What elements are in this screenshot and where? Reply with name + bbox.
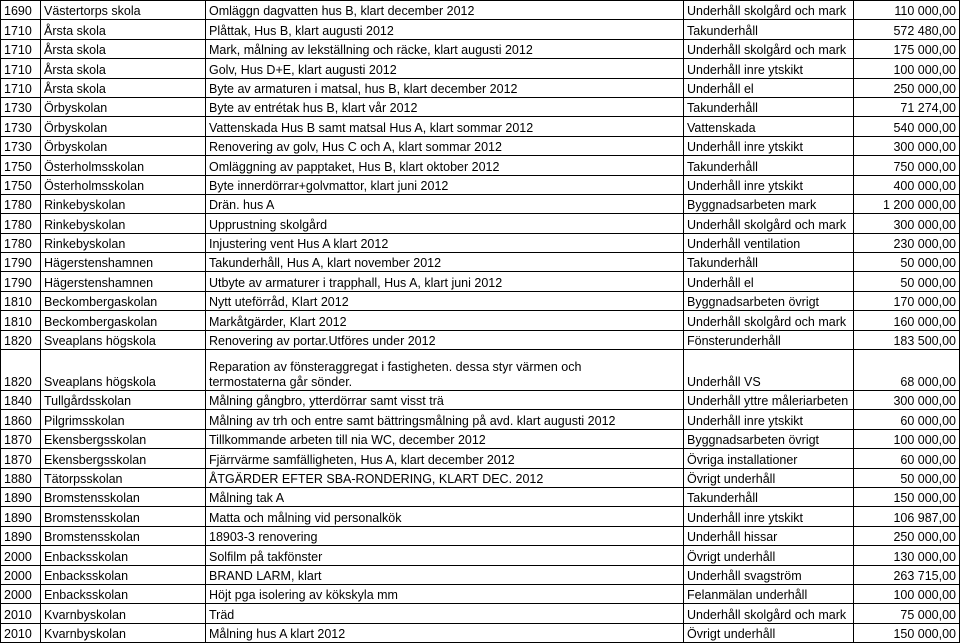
cell-category[interactable]: Underhåll inre ytskikt xyxy=(684,507,854,526)
cell-description[interactable]: Mark, målning av lekställning och räcke, klart augusti 2012 xyxy=(206,39,684,58)
cell-school[interactable]: Årsta skola xyxy=(41,78,206,97)
cell-category[interactable]: Byggnadsarbeten övrigt xyxy=(684,291,854,310)
cell-amount[interactable]: 230 000,00 xyxy=(854,233,960,252)
cell-category[interactable]: Underhåll skolgård och mark xyxy=(684,1,854,20)
cell-code[interactable]: 2000 xyxy=(1,565,41,584)
table-row xyxy=(1,136,960,155)
table-row xyxy=(1,272,960,291)
cell-amount[interactable]: 50 000,00 xyxy=(854,253,960,272)
table-body xyxy=(1,1,960,643)
cell-code[interactable]: 1780 xyxy=(1,194,41,213)
cell-code[interactable]: 2000 xyxy=(1,584,41,603)
table-row xyxy=(1,604,960,623)
cell-category[interactable]: Övriga installationer xyxy=(684,449,854,468)
cell-school[interactable]: Sveaplans högskola xyxy=(41,330,206,349)
cell-description[interactable] xyxy=(206,350,684,391)
cell-description[interactable]: Målning gångbro, ytterdörrar samt visst trä xyxy=(206,391,684,410)
cell-school[interactable]: Bromstensskolan xyxy=(41,487,206,506)
cell-code[interactable]: 2000 xyxy=(1,546,41,565)
table-row xyxy=(1,449,960,468)
cell-code[interactable]: 1860 xyxy=(1,410,41,429)
table-row xyxy=(1,233,960,252)
cell-school[interactable]: Rinkebyskolan xyxy=(41,194,206,213)
cell-description[interactable]: Målning tak A xyxy=(206,487,684,506)
cell-code[interactable]: 1820 xyxy=(1,350,41,391)
table-row xyxy=(1,97,960,116)
table-row xyxy=(1,291,960,310)
cell-category[interactable]: Underhåll yttre måleriarbeten xyxy=(684,391,854,410)
table-row xyxy=(1,156,960,175)
cell-category[interactable]: Takunderhåll xyxy=(684,253,854,272)
table-row xyxy=(1,429,960,448)
cell-amount[interactable]: 170 000,00 xyxy=(854,291,960,310)
cell-description[interactable]: Omläggn dagvatten hus B, klart december 2012 xyxy=(206,1,684,20)
cell-code[interactable]: 1690 xyxy=(1,1,41,20)
cell-category[interactable]: Underhåll ventilation xyxy=(684,233,854,252)
cell-category[interactable]: Takunderhåll xyxy=(684,20,854,39)
cell-school[interactable]: Örbyskolan xyxy=(41,97,206,116)
cell-description[interactable]: ÅTGÄRDER EFTER SBA-RONDERING, KLART DEC. 2012 xyxy=(206,468,684,487)
cell-amount[interactable]: 68 000,00 xyxy=(854,350,960,391)
cell-school[interactable]: Enbacksskolan xyxy=(41,565,206,584)
table-row xyxy=(1,487,960,506)
cell-description[interactable]: Renovering av golv, Hus C och A, klart sommar 2012 xyxy=(206,136,684,155)
cell-code[interactable]: 1780 xyxy=(1,214,41,233)
cell-code[interactable]: 1810 xyxy=(1,311,41,330)
cell-school[interactable]: Årsta skola xyxy=(41,20,206,39)
cell-code[interactable]: 1710 xyxy=(1,39,41,58)
table-row xyxy=(1,39,960,58)
cell-code[interactable]: 1870 xyxy=(1,449,41,468)
cell-category[interactable]: Byggnadsarbeten mark xyxy=(684,194,854,213)
cell-code[interactable]: 1840 xyxy=(1,391,41,410)
cell-category[interactable]: Övrigt underhåll xyxy=(684,546,854,565)
cell-amount[interactable]: 100 000,00 xyxy=(854,59,960,78)
table-row xyxy=(1,546,960,565)
table-row xyxy=(1,194,960,213)
cell-amount[interactable]: 100 000,00 xyxy=(854,429,960,448)
cell-code[interactable]: 1750 xyxy=(1,156,41,175)
table-row xyxy=(1,565,960,584)
cell-category[interactable]: Underhåll skolgård och mark xyxy=(684,604,854,623)
cell-description[interactable]: Upprustning skolgård xyxy=(206,214,684,233)
cell-code[interactable]: 1870 xyxy=(1,429,41,448)
cell-code[interactable]: 1710 xyxy=(1,59,41,78)
cell-description[interactable]: Träd xyxy=(206,604,684,623)
cell-description[interactable]: Injustering vent Hus A klart 2012 xyxy=(206,233,684,252)
cell-description[interactable]: Utbyte av armaturer i trapphall, Hus A, klart juni 2012 xyxy=(206,272,684,291)
cell-amount[interactable]: 150 000,00 xyxy=(854,487,960,506)
cell-school[interactable]: Tullgårdsskolan xyxy=(41,391,206,410)
table-row xyxy=(1,584,960,603)
cell-amount[interactable]: 71 274,00 xyxy=(854,97,960,116)
cell-category[interactable]: Felanmälan underhåll xyxy=(684,584,854,603)
cell-amount[interactable]: 400 000,00 xyxy=(854,175,960,194)
cell-amount[interactable]: 130 000,00 xyxy=(854,546,960,565)
cell-description[interactable]: Drän. hus A xyxy=(206,194,684,213)
cell-code[interactable]: 1750 xyxy=(1,175,41,194)
cell-code[interactable]: 1730 xyxy=(1,117,41,136)
cell-description[interactable]: Golv, Hus D+E, klart augusti 2012 xyxy=(206,59,684,78)
cell-description[interactable]: Nytt uteförråd, Klart 2012 xyxy=(206,291,684,310)
table-row xyxy=(1,507,960,526)
cell-amount[interactable]: 300 000,00 xyxy=(854,391,960,410)
cell-code[interactable]: 1810 xyxy=(1,291,41,310)
cell-school[interactable]: Rinkebyskolan xyxy=(41,214,206,233)
table-row xyxy=(1,20,960,39)
cell-description[interactable]: Höjt pga isolering av kökskyla mm xyxy=(206,584,684,603)
cell-school[interactable]: Enbacksskolan xyxy=(41,546,206,565)
cell-amount[interactable]: 540 000,00 xyxy=(854,117,960,136)
cell-code[interactable]: 1730 xyxy=(1,97,41,116)
table-row xyxy=(1,468,960,487)
description-line: Reparation av fönsteraggregat i fastigheten. dessa styr värmen och xyxy=(209,360,582,375)
cell-code[interactable]: 1820 xyxy=(1,330,41,349)
table-row xyxy=(1,117,960,136)
cell-description[interactable]: Byte av entrétak hus B, klart vår 2012 xyxy=(206,97,684,116)
cell-amount[interactable]: 75 000,00 xyxy=(854,604,960,623)
cell-amount[interactable]: 150 000,00 xyxy=(854,623,960,642)
cell-amount[interactable]: 572 480,00 xyxy=(854,20,960,39)
cell-amount[interactable]: 175 000,00 xyxy=(854,39,960,58)
cell-category[interactable]: Underhåll inre ytskikt xyxy=(684,175,854,194)
cell-amount[interactable]: 160 000,00 xyxy=(854,311,960,330)
cell-code[interactable]: 2010 xyxy=(1,604,41,623)
cell-school[interactable]: Årsta skola xyxy=(41,59,206,78)
cell-description[interactable]: Matta och målning vid personalkök xyxy=(206,507,684,526)
cell-school[interactable]: Rinkebyskolan xyxy=(41,233,206,252)
cell-code[interactable]: 1790 xyxy=(1,272,41,291)
table-row xyxy=(1,214,960,233)
cell-school[interactable]: Kvarnbyskolan xyxy=(41,623,206,642)
cell-school[interactable]: Örbyskolan xyxy=(41,136,206,155)
cell-category[interactable]: Takunderhåll xyxy=(684,97,854,116)
cell-description[interactable]: Målning hus A klart 2012 xyxy=(206,623,684,642)
cell-category[interactable]: Underhåll svagström xyxy=(684,565,854,584)
cell-category[interactable]: Fönsterunderhåll xyxy=(684,330,854,349)
cell-description[interactable]: Takunderhåll, Hus A, klart november 2012 xyxy=(206,253,684,272)
cell-category[interactable]: Underhåll skolgård och mark xyxy=(684,39,854,58)
cell-category[interactable]: Takunderhåll xyxy=(684,156,854,175)
cell-category[interactable]: Underhåll el xyxy=(684,78,854,97)
cell-description[interactable]: 18903-3 renovering xyxy=(206,526,684,545)
cell-amount[interactable]: 60 000,00 xyxy=(854,449,960,468)
cell-description[interactable]: Vattenskada Hus B samt matsal Hus A, klart sommar 2012 xyxy=(206,117,684,136)
cell-amount[interactable]: 300 000,00 xyxy=(854,136,960,155)
cell-amount[interactable]: 106 987,00 xyxy=(854,507,960,526)
cell-school[interactable]: Årsta skola xyxy=(41,39,206,58)
cell-description[interactable]: Omläggning av papptaket, Hus B, klart oktober 2012 xyxy=(206,156,684,175)
cell-amount[interactable]: 60 000,00 xyxy=(854,410,960,429)
cell-amount[interactable]: 50 000,00 xyxy=(854,468,960,487)
cell-code[interactable]: 1790 xyxy=(1,253,41,272)
cell-amount[interactable]: 183 500,00 xyxy=(854,330,960,349)
table-row xyxy=(1,1,960,20)
cell-category[interactable]: Byggnadsarbeten övrigt xyxy=(684,429,854,448)
cell-description[interactable]: Plåttak, Hus B, klart augusti 2012 xyxy=(206,20,684,39)
cell-school[interactable]: Pilgrimsskolan xyxy=(41,410,206,429)
cell-category[interactable]: Underhåll inre ytskikt xyxy=(684,59,854,78)
cell-category[interactable]: Underhåll inre ytskikt xyxy=(684,136,854,155)
cell-description[interactable]: Byte av armaturen i matsal, hus B, klart december 2012 xyxy=(206,78,684,97)
cell-amount[interactable]: 50 000,00 xyxy=(854,272,960,291)
cell-category[interactable]: Underhåll hissar xyxy=(684,526,854,545)
cell-category[interactable]: Underhåll skolgård och mark xyxy=(684,311,854,330)
cell-school[interactable]: Beckombergaskolan xyxy=(41,311,206,330)
cell-amount[interactable]: 1 200 000,00 xyxy=(854,194,960,213)
cell-description[interactable]: BRAND LARM, klart xyxy=(206,565,684,584)
cell-school[interactable]: Bromstensskolan xyxy=(41,507,206,526)
cell-amount[interactable]: 250 000,00 xyxy=(854,78,960,97)
cell-category[interactable]: Takunderhåll xyxy=(684,487,854,506)
table-row xyxy=(1,175,960,194)
cell-description[interactable]: Tillkommande arbeten till nia WC, december 2012 xyxy=(206,429,684,448)
cell-amount[interactable]: 300 000,00 xyxy=(854,214,960,233)
cell-code[interactable]: 1890 xyxy=(1,487,41,506)
cell-category[interactable]: Underhåll inre ytskikt xyxy=(684,410,854,429)
cell-code[interactable]: 2010 xyxy=(1,623,41,642)
table-row xyxy=(1,78,960,97)
cell-school[interactable]: Österholmsskolan xyxy=(41,156,206,175)
cell-code[interactable]: 1890 xyxy=(1,526,41,545)
table-row xyxy=(1,410,960,429)
cell-description[interactable]: Byte innerdörrar+golvmattor, klart juni 2012 xyxy=(206,175,684,194)
cell-category[interactable]: Övrigt underhåll xyxy=(684,468,854,487)
cell-category[interactable]: Underhåll el xyxy=(684,272,854,291)
description-line: termostaterna går sönder. xyxy=(209,375,353,390)
cell-description[interactable]: Renovering av portar.Utföres under 2012 xyxy=(206,330,684,349)
cell-code[interactable]: 1730 xyxy=(1,136,41,155)
cell-school[interactable]: Hägerstenshamnen xyxy=(41,272,206,291)
table-row xyxy=(1,350,960,391)
cell-description[interactable]: Målning av trh och entre samt bättringsmålning på avd. klart augusti 2012 xyxy=(206,410,684,429)
table-row xyxy=(1,526,960,545)
table-row xyxy=(1,59,960,78)
table-row xyxy=(1,311,960,330)
cell-category[interactable]: Underhåll VS xyxy=(684,350,854,391)
cell-code[interactable]: 1880 xyxy=(1,468,41,487)
cell-description[interactable]: Markåtgärder, Klart 2012 xyxy=(206,311,684,330)
table-row xyxy=(1,253,960,272)
cell-school[interactable]: Västertorps skola xyxy=(41,1,206,20)
cell-amount[interactable]: 263 715,00 xyxy=(854,565,960,584)
cell-school[interactable]: Tätorpsskolan xyxy=(41,468,206,487)
cell-amount[interactable]: 250 000,00 xyxy=(854,526,960,545)
table-row xyxy=(1,391,960,410)
cell-school[interactable]: Bromstensskolan xyxy=(41,526,206,545)
cell-category[interactable]: Vattenskada xyxy=(684,117,854,136)
cell-school[interactable]: Enbacksskolan xyxy=(41,584,206,603)
cell-school[interactable]: Beckombergaskolan xyxy=(41,291,206,310)
cell-school[interactable]: Hägerstenshamnen xyxy=(41,253,206,272)
cell-amount[interactable]: 100 000,00 xyxy=(854,584,960,603)
cell-code[interactable]: 1710 xyxy=(1,78,41,97)
cell-code[interactable]: 1890 xyxy=(1,507,41,526)
cell-description[interactable]: Solfilm på takfönster xyxy=(206,546,684,565)
cell-amount[interactable]: 750 000,00 xyxy=(854,156,960,175)
cell-school[interactable]: Örbyskolan xyxy=(41,117,206,136)
cell-code[interactable]: 1780 xyxy=(1,233,41,252)
cell-school[interactable]: Österholmsskolan xyxy=(41,175,206,194)
cell-amount[interactable]: 110 000,00 xyxy=(854,1,960,20)
table-row xyxy=(1,330,960,349)
table-row xyxy=(1,623,960,642)
cell-category[interactable]: Underhåll skolgård och mark xyxy=(684,214,854,233)
cell-school[interactable]: Ekensbergsskolan xyxy=(41,449,206,468)
cell-description[interactable]: Fjärrvärme samfälligheten, Hus A, klart december 2012 xyxy=(206,449,684,468)
cell-school[interactable]: Ekensbergsskolan xyxy=(41,429,206,448)
cell-category[interactable]: Övrigt underhåll xyxy=(684,623,854,642)
cell-school[interactable]: Sveaplans högskola xyxy=(41,350,206,391)
cell-code[interactable]: 1710 xyxy=(1,20,41,39)
cell-school[interactable]: Kvarnbyskolan xyxy=(41,604,206,623)
